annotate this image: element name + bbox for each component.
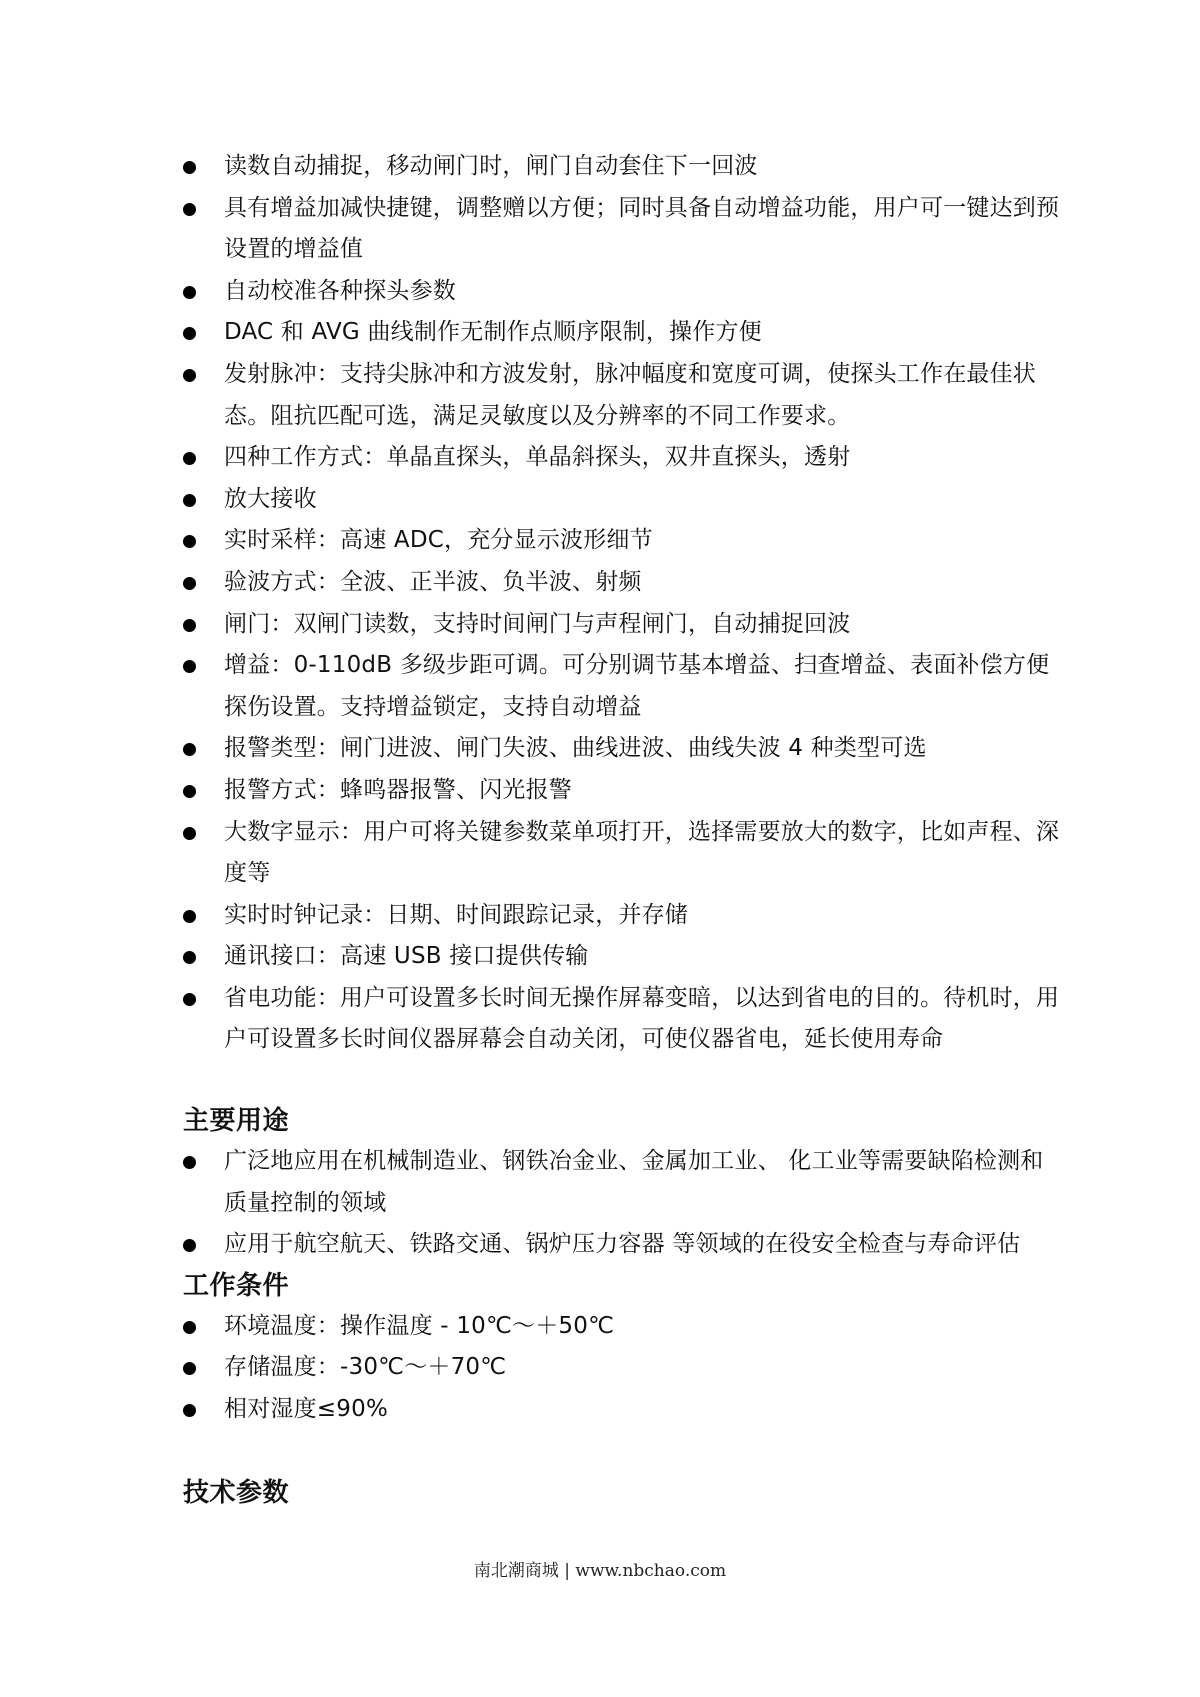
- bullet-icon: [183, 951, 196, 964]
- usage-heading: 主要用途: [183, 1106, 290, 1137]
- list-item: [183, 479, 1063, 521]
- list-item: [183, 1389, 1063, 1431]
- list-item: [183, 770, 1063, 812]
- usage-text: 应用于航空航天、铁路交通、锅炉压力容器 等领域的在役安全检查与寿命评估: [224, 1231, 1021, 1258]
- list-item: [183, 562, 1063, 604]
- section-spacer: [183, 1431, 1063, 1473]
- list-item: [183, 312, 1063, 354]
- list-item: [183, 812, 1063, 895]
- list-item: [183, 354, 1063, 437]
- bullet-icon: [183, 1321, 196, 1334]
- list-item: [183, 1347, 1063, 1389]
- bullet-icon: [183, 910, 196, 923]
- list-item: [183, 271, 1063, 313]
- feature-text: 增益：0-110dB 多级步距可调。可分别调节基本增益、扫查增益、表面补偿方便探伤设置。支持增益锁定，支持自动增益: [224, 652, 1050, 720]
- feature-text: 放大接收: [224, 485, 317, 512]
- list-item: [183, 604, 1063, 646]
- bullet-icon: [183, 535, 196, 548]
- bullet-icon: [183, 327, 196, 340]
- bullet-icon: [183, 452, 196, 465]
- feature-text: 四种工作方式：单晶直探头，单晶斜探头，双井直探头，透射: [224, 444, 851, 471]
- feature-text: 实时采样：高速 ADC，充分显示波形细节: [224, 527, 653, 554]
- bullet-icon: [183, 827, 196, 840]
- conditions-list: [183, 1306, 1063, 1431]
- feature-text: 报警方式：蜂鸣器报警、闪光报警: [224, 776, 572, 803]
- bullet-icon: [183, 1156, 196, 1169]
- section-spacer: [183, 1061, 1063, 1101]
- bullet-icon: [183, 1239, 196, 1252]
- list-item: [183, 1306, 1063, 1348]
- bullet-icon: [183, 161, 196, 174]
- conditions-heading: 工作条件: [183, 1270, 290, 1301]
- bullet-icon: [183, 577, 196, 590]
- bullet-icon: [183, 1362, 196, 1375]
- tech-heading: 技术参数: [183, 1477, 290, 1508]
- bullet-icon: [183, 494, 196, 507]
- bullet-icon: [183, 1404, 196, 1417]
- feature-text: 通讯接口：高速 USB 接口提供传输: [224, 943, 589, 970]
- list-item: [183, 437, 1063, 479]
- bullet-icon: [183, 785, 196, 798]
- list-item: [183, 188, 1063, 271]
- bullet-icon: [183, 286, 196, 299]
- bullet-icon: [183, 743, 196, 756]
- page-footer: 南北潮商城 | www.nbchao.com: [473, 1561, 727, 1581]
- feature-text: 读数自动捕捉，移动闸门时，闸门自动套住下一回波: [224, 153, 758, 179]
- list-item: [183, 728, 1063, 770]
- bullet-icon: [183, 993, 196, 1006]
- condition-text: 环境温度：操作温度 - 10℃～＋50℃: [224, 1312, 615, 1339]
- feature-text: 大数字显示：用户可将关键参数菜单项打开，选择需要放大的数字，比如声程、深度等: [224, 818, 1060, 887]
- feature-text: 实时时钟记录：日期、时间跟踪记录，并存储: [224, 901, 688, 928]
- usage-list: [183, 1141, 1063, 1266]
- feature-text: 发射脉冲：支持尖脉冲和方波发射，脉冲幅度和宽度可调，使探头工作在最佳状态。阻抗匹配可选，满足灵敏度以及分辨率的不同工作要求。: [224, 360, 1036, 429]
- bullet-icon: [183, 369, 196, 382]
- list-item: [183, 1141, 1063, 1224]
- document-content: [183, 146, 1063, 1513]
- feature-text: 验波方式：全波、正半波、负半波、射频: [224, 568, 642, 595]
- feature-text: 报警类型：闸门进波、闸门失波、曲线进波、曲线失波 4 种类型可选: [224, 735, 927, 762]
- condition-text: 存储温度：-30℃～＋70℃: [224, 1354, 507, 1381]
- usage-text: 广泛地应用在机械制造业、钢铁冶金业、金属加工业、 化工业等需要缺陷检测和质量控制的领域: [224, 1148, 1044, 1216]
- bullet-icon: [183, 660, 196, 673]
- list-item: [183, 520, 1063, 562]
- list-item: [183, 1224, 1063, 1266]
- feature-text: 闸门：双闸门读数，支持时间闸门与声程闸门，自动捕捉回波: [224, 610, 851, 637]
- list-item: [183, 978, 1063, 1061]
- feature-list: [183, 146, 1063, 1061]
- condition-text: 相对湿度≤90%: [224, 1396, 388, 1423]
- bullet-icon: [183, 619, 196, 632]
- list-item: [183, 645, 1063, 728]
- feature-text: 具有增益加减快捷键，调整赠以方便；同时具备自动增益功能，用户可一键达到预设置的增益值: [224, 194, 1060, 263]
- list-item: [183, 895, 1063, 937]
- feature-text: 自动校准各种探头参数: [224, 277, 456, 304]
- list-item: [183, 146, 1063, 188]
- bullet-icon: [183, 203, 196, 216]
- feature-text: DAC 和 AVG 曲线制作无制作点顺序限制，操作方便: [224, 319, 762, 346]
- list-item: [183, 936, 1063, 978]
- feature-text: 省电功能：用户可设置多长时间无操作屏幕变暗，以达到省电的目的。待机时，用户可设置多长时间仪器屏幕会自动关闭，可使仪器省电，延长使用寿命: [224, 984, 1060, 1053]
